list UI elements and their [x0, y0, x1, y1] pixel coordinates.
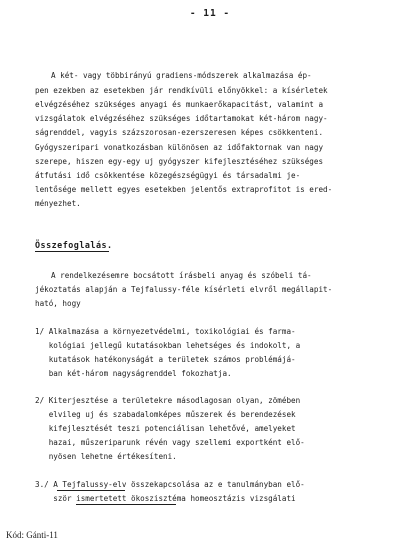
item2-line: hazai, műszeriparunk révén vagy szellemi exportként elő-: [35, 438, 305, 447]
para2-line: jékoztatás alapján a Tejfalussy-féle kísérleti elvről megállapit-: [35, 285, 333, 294]
para1-line: ságrenddel, vagyis százszorosan-ezerszeresen képes csökkenteni.: [35, 128, 324, 137]
item3-line: ször ismertetett ökoszisztéma homeosztázis vizsgálati: [35, 494, 296, 503]
item2-line: nyösen lehetne értékesíteni.: [35, 452, 177, 461]
document-code-label: Kód: Gánti-11: [6, 530, 58, 540]
item3-underline: [57, 490, 125, 491]
para2-line: ható, hogy: [35, 299, 81, 308]
heading-underline: [35, 251, 109, 252]
para1-line: ményezhet.: [35, 199, 81, 208]
para1-line: pen ezekben az esetekben jár rendkívüli előnyökkel: a kísérletek: [35, 86, 328, 95]
item1-line: kutatások hatékonyságát a területek számos problémájá-: [35, 355, 296, 364]
para1-line: szerepe, hiszen egy-egy uj gyógyszer kifejlesztéséhez szükséges: [35, 157, 324, 166]
para1-line: A két- vagy többirányú gradiens-módszerek alkalmazása ép-: [51, 71, 312, 80]
para1-line: Gyógyszeripari vonatkozásban különösen az időfaktornak van nagy: [35, 143, 324, 152]
para1-line: lentősége mellett egyes esetekben jelentős extraprofitot is ered-: [35, 185, 333, 194]
page-number: - 11 -: [189, 8, 231, 19]
para1-line: átfutási idő csökkentése közegészségügyi és társadalmi je-: [35, 171, 301, 180]
item1-line: 1/ Alkalmazása a környezetvédelmi, toxikológiai és farma-: [35, 327, 296, 336]
item3-line: 3./ A Tejfalussy-elv összekapcsolása az e tanulmányban elő-: [35, 480, 305, 489]
section-heading: Összefoglalás.: [35, 240, 113, 250]
para2-line: A rendelkezésemre bocsátott írásbeli anyag és szóbeli tá-: [51, 271, 312, 280]
item1-line: kológiai jellegű kutatásokban lehetséges és indokolt, a: [35, 341, 301, 350]
para1-line: elvégzéséhez szükséges anyagi és munkaerőkapacitást, valamint a: [35, 100, 324, 109]
item1-line: ban két-három nagyságrenddel fokozhatja.: [35, 369, 232, 378]
item3-underline: [76, 504, 176, 505]
para1-line: vizsgálatok elvégzéséhez szükséges időtartamokat két-három nagy-: [35, 114, 328, 123]
item2-line: kifejlesztését teszi potenciálisan lehetővé, amelyeket: [35, 424, 296, 433]
item2-line: elvileg uj és szabadalomképes műszerek és berendezések: [35, 410, 296, 419]
item2-line: 2/ Kiterjesztése a területekre másodlagosan olyan, zömében: [35, 396, 301, 405]
